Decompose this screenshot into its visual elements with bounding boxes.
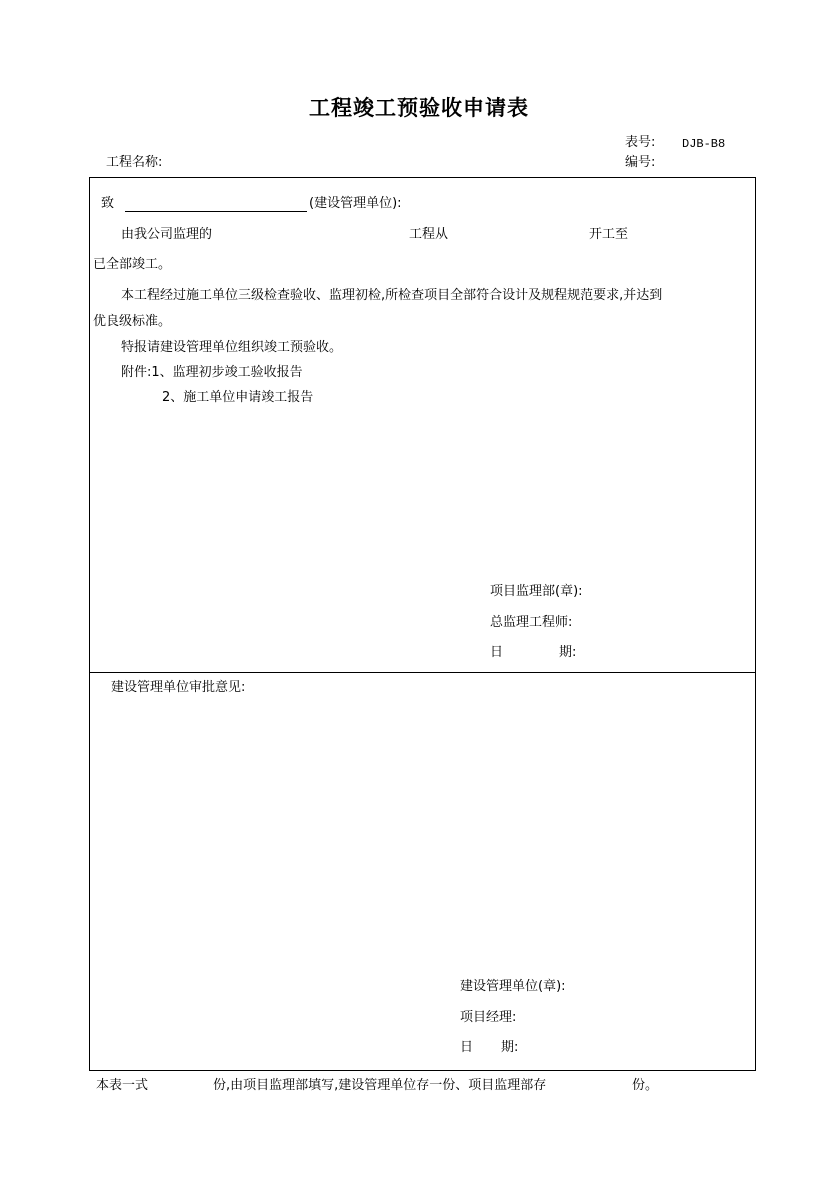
attachment-2: 2、施工单位申请竣工报告 xyxy=(162,390,314,405)
completed-text: 已全部竣工。 xyxy=(93,257,172,272)
project-from-text: 工程从 xyxy=(409,227,449,242)
project-name-label: 工程名称: xyxy=(106,155,163,170)
supervision-dept-seal-label: 项目监理部(章): xyxy=(490,584,583,599)
footer-end-text: 份。 xyxy=(632,1078,659,1093)
date-label-2a: 日 xyxy=(460,1040,474,1055)
section-divider xyxy=(89,672,756,673)
date-label-2b: 期: xyxy=(501,1040,519,1055)
serial-number-label: 编号: xyxy=(625,155,656,170)
recipient-suffix: (建设管理单位): xyxy=(309,196,402,211)
inspection-paragraph-line2: 优良级标准。 xyxy=(93,314,172,329)
approval-opinion-label: 建设管理单位审批意见: xyxy=(111,680,246,695)
project-manager-label: 项目经理: xyxy=(460,1010,517,1025)
supervised-by-text: 由我公司监理的 xyxy=(121,227,213,242)
form-number-label: 表号: xyxy=(625,135,656,150)
form-number-value: DJB-B8 xyxy=(682,137,726,151)
start-to-text: 开工至 xyxy=(589,227,629,242)
date-label-1b: 期: xyxy=(559,645,577,660)
attachment-1: 附件:1、监理初步竣工验收报告 xyxy=(121,365,303,380)
footer-copies-text: 本表一式 xyxy=(96,1078,149,1093)
owner-unit-seal-label: 建设管理单位(章): xyxy=(460,979,566,994)
to-label: 致 xyxy=(101,196,115,211)
request-text: 特报请建设管理单位组织竣工预验收。 xyxy=(121,340,343,355)
page-title: 工程竣工预验收申请表 xyxy=(309,96,529,120)
inspection-paragraph-line1: 本工程经过施工单位三级检查验收、监理初检,所检查项目全部符合设计及规程规范要求,并达到 xyxy=(121,288,663,303)
footer-distribution-text: 份,由项目监理部填写,建设管理单位存一份、项目监理部存 xyxy=(213,1078,547,1093)
chief-engineer-label: 总监理工程师: xyxy=(490,615,573,630)
form-table xyxy=(89,177,756,1071)
recipient-blank-underline xyxy=(125,211,307,212)
date-label-1a: 日 xyxy=(490,645,504,660)
